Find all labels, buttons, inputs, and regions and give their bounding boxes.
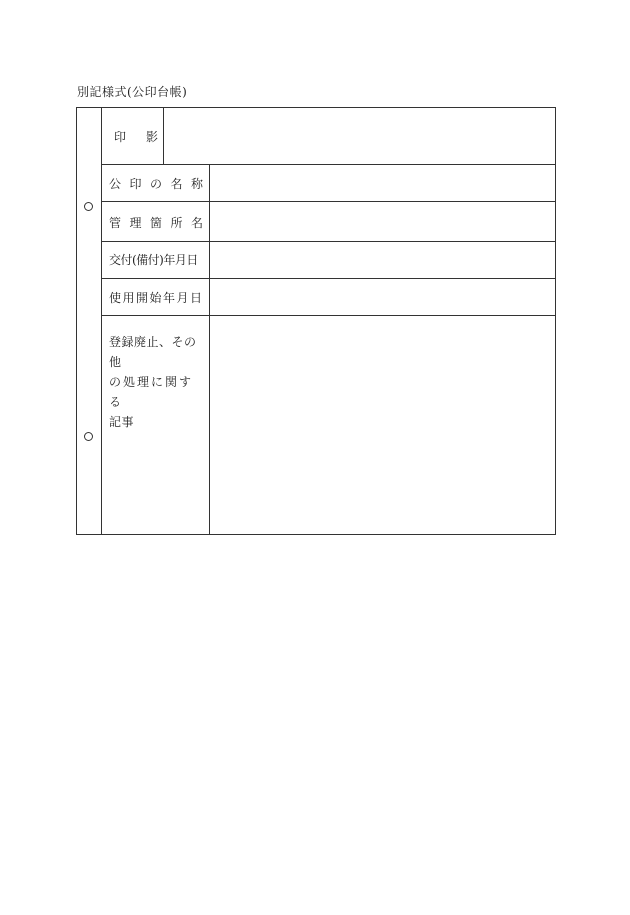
field-records[interactable]	[210, 316, 555, 534]
label-start-date: 使用開始年月日	[109, 291, 204, 305]
label-seal-impression: 印 影	[114, 130, 163, 144]
punch-hole-icon	[84, 432, 93, 441]
field-start-date[interactable]	[210, 279, 555, 315]
field-managing-office[interactable]	[210, 202, 555, 241]
seal-ledger-form	[76, 107, 556, 535]
label-managing-office: 管 理 箇 所 名	[109, 216, 203, 230]
binding-margin-divider	[101, 108, 102, 534]
page-title: 別記様式(公印台帳)	[77, 85, 188, 99]
field-issue-date[interactable]	[210, 242, 555, 278]
label-seal-name: 公 印 の 名 称	[109, 177, 203, 191]
punch-hole-icon	[84, 202, 93, 211]
field-seal-name[interactable]	[210, 165, 555, 202]
label-issue-date: 交付(備付)年月日	[109, 253, 198, 267]
label-records: 登録廃止、その他 の処理に関する 記事	[109, 335, 197, 429]
field-seal-impression[interactable]	[164, 108, 555, 164]
